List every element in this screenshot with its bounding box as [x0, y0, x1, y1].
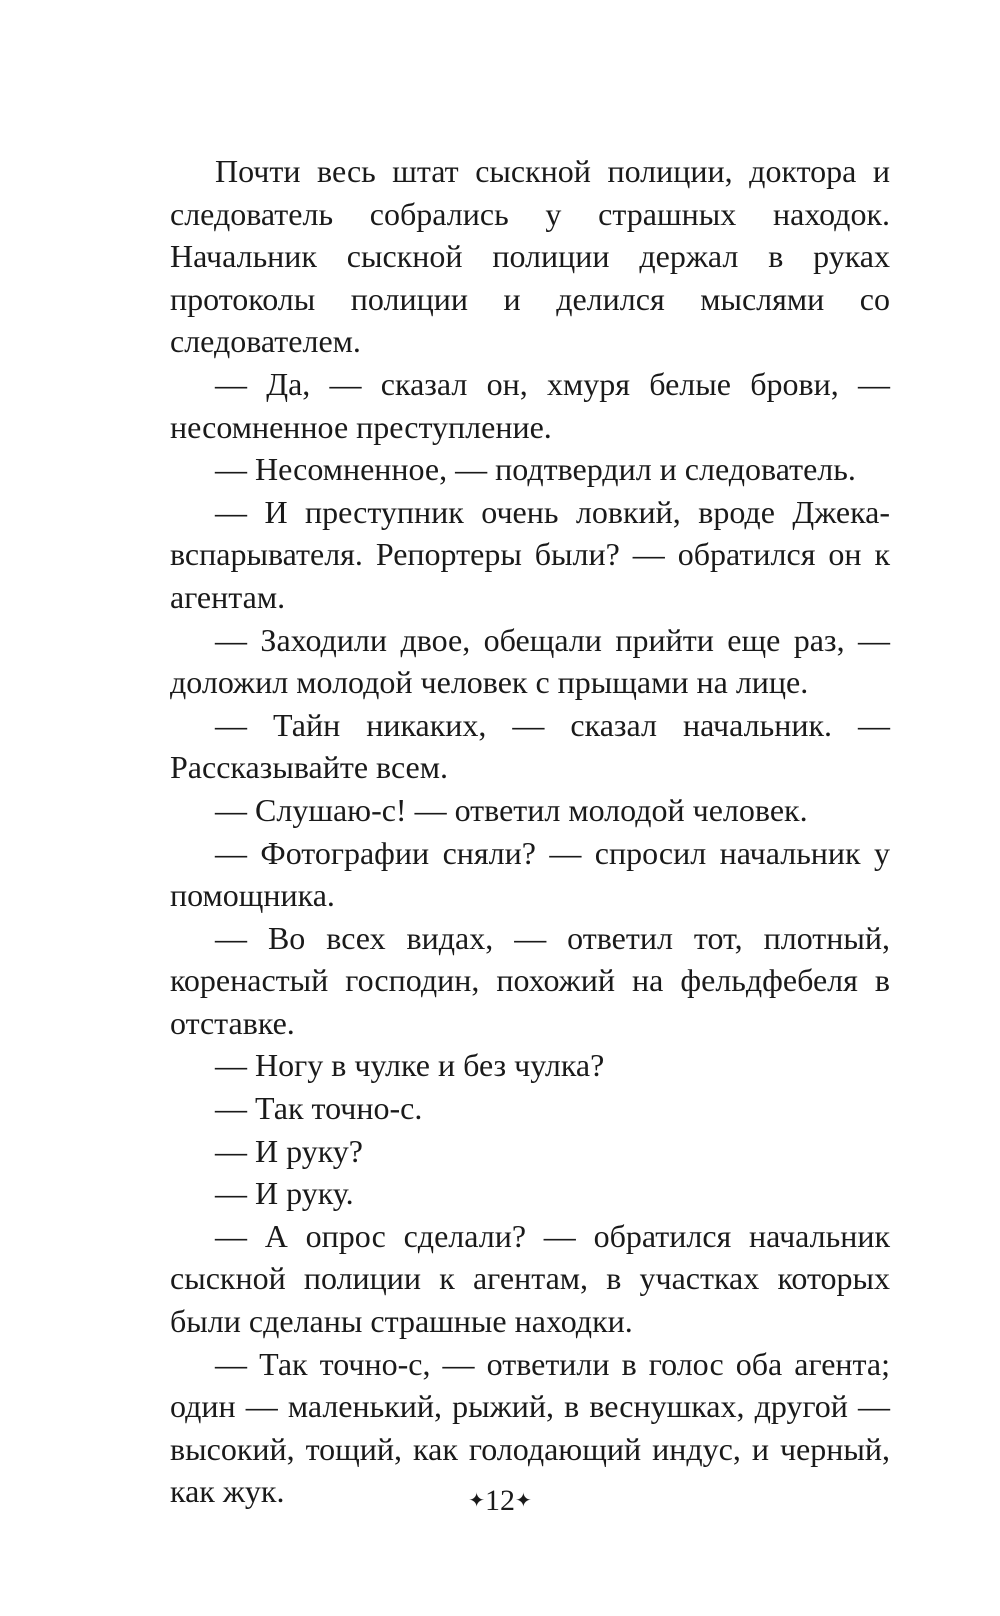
paragraph: — И руку.: [215, 1175, 354, 1212]
star-ornament-icon: ✦: [468, 1490, 485, 1512]
paragraph: — А опрос сделали? — обратился начальник сыскной полиции к агентам, в участках которых были сделаны страшные находки.: [170, 1217, 890, 1340]
paragraph: — И руку?: [215, 1132, 363, 1169]
page-text: [170, 150, 890, 1513]
paragraph: — Заходили двое, обещали прийти еще раз, — доложил молодой человек с прыщами на лице.: [170, 621, 890, 701]
paragraph: — Так точно-с.: [215, 1090, 423, 1127]
paragraph: — Ногу в чулке и без чулка?: [215, 1047, 605, 1084]
paragraph: Почти весь штат сыскной полиции, доктора и следователь собрались у страшных находок. Начальник сыскной полиции держал в руках протоколы полиции и делился мыслями со следователем.: [170, 153, 890, 360]
paragraph: — И преступник очень ловкий, вроде Джека-вспарывателя. Репортеры были? — обратился он к агентам.: [170, 493, 890, 615]
star-ornament-icon: ✦: [515, 1490, 532, 1512]
paragraph: — Тайн никаких, — сказал начальник. — Рассказывайте всем.: [170, 706, 890, 786]
page-footer: [0, 1484, 1000, 1518]
paragraph: — Во всех видах, — ответил тот, плотный, коренастый господин, похожий на фельдфебеля в отставке.: [170, 919, 890, 1041]
paragraph: — Слушаю-с! — ответил молодой человек.: [215, 791, 808, 828]
paragraph: — Да, — сказал он, хмуря белые брови, — несомненное преступление.: [170, 365, 890, 445]
page-number: 12: [485, 1484, 515, 1517]
paragraph: — Так точно-с, — ответили в голос оба агента; один — маленький, рыжий, в веснушках, другой — высокий, тощий, как голодающий индус, и черный, как жук.: [170, 1345, 890, 1510]
paragraph: — Несомненное, — подтвердил и следователь.: [215, 451, 856, 488]
paragraph: — Фотографии сняли? — спросил начальник у помощника.: [170, 834, 890, 914]
